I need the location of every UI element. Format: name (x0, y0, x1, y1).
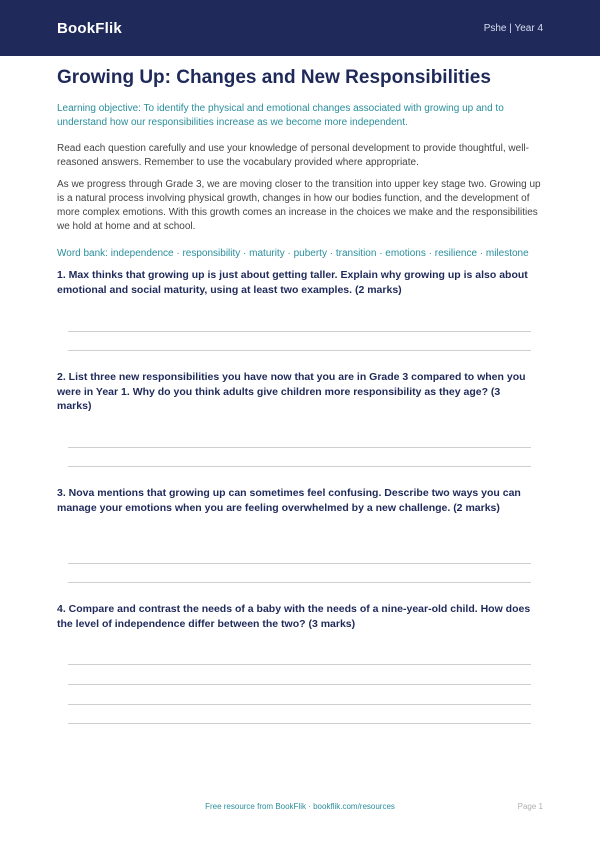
question-4: 4. Compare and contrast the needs of a baby with the needs of a nine-year-old child. How does the level of independence differ between the two? (3 marks) (57, 603, 531, 630)
question-1: 1. Max thinks that growing up is just about getting taller. Explain why growing up is also about emotional and social maturity, using at least two examples. (2 marks) (57, 269, 528, 296)
question-2: 2. List three new responsibilities you have now that you are in Grade 3 compared to when you were in Year 1. Why do you think adults give children more responsibility as they age? (3 marks) (57, 371, 526, 412)
footer-credit[interactable]: Free resource from BookFlik · bookflik.com/resources (205, 802, 395, 811)
answer-line[interactable] (68, 447, 531, 448)
intro-text: As we progress through Grade 3, we are moving closer to the transition into upper key stage two. Growing up is a natural process involving physical growth, changes in how our bodies function, and the development of more complex emotions. With this growth comes an increase in the choices we make and the responsibilities we hold at home and at school. (57, 179, 541, 232)
answer-line[interactable] (68, 723, 531, 724)
worksheet-intro (57, 64, 543, 261)
answer-line[interactable] (68, 563, 531, 564)
page-title: Growing Up: Changes and New Responsibilities (57, 67, 491, 88)
answer-line[interactable] (68, 684, 531, 685)
page-number: Page 1 (517, 802, 543, 811)
brand-logo: BookFlik (57, 19, 122, 37)
learning-objective: Learning objective: To identify the physical and emotional changes associated with growing up and to understand how our responsibilities increase as we become more independent. (57, 103, 504, 128)
subject-year-label: Pshe | Year 4 (483, 22, 543, 34)
answer-line[interactable] (68, 704, 531, 705)
word-bank: Word bank: independence · responsibility · maturity · puberty · transition · emotions · resilience · milestone (57, 248, 529, 259)
answer-line[interactable] (68, 664, 531, 665)
instructions-text: Read each question carefully and use your knowledge of personal development to provide thoughtful, well-reasoned answers. Remember to use the vocabulary provided where appropriate. (57, 143, 529, 168)
question-3: 3. Nova mentions that growing up can sometimes feel confusing. Describe two ways you can manage your emotions when you are feeling overwhelmed by a new challenge. (2 marks) (57, 487, 521, 514)
answer-line[interactable] (68, 466, 531, 467)
answer-line[interactable] (68, 331, 531, 332)
page-header (0, 0, 600, 56)
answer-line[interactable] (68, 582, 531, 583)
answer-line[interactable] (68, 350, 531, 351)
